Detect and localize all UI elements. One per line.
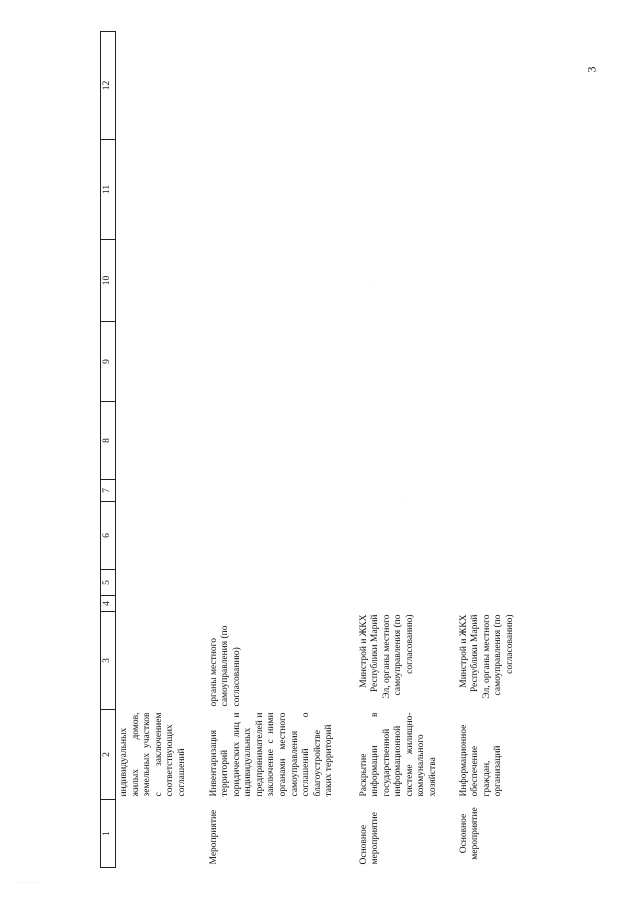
page-number: 3	[584, 66, 599, 73]
responsible-cell: органы местного самоуправления (по согласованию)	[208, 625, 242, 707]
event-name-cell: Информационное обеспечение граждан, организаций	[458, 724, 504, 797]
scan-noise: ·	[370, 285, 372, 291]
header-cell: 11	[101, 140, 116, 240]
header-cell: 1	[101, 800, 116, 868]
table-row	[456, 32, 556, 868]
header-cell: 10	[101, 240, 116, 322]
table-row	[356, 32, 456, 868]
scan-noise: ·	[404, 500, 406, 506]
event-type-cell: Мероприятие	[208, 809, 219, 865]
header-cell: 6	[101, 502, 116, 570]
table-container	[100, 32, 639, 868]
header-row	[101, 32, 116, 868]
header-cell: 3	[101, 612, 116, 710]
event-type-cell: Основное мероприятие	[458, 807, 481, 860]
event-name-cell: Раскрытие информации в государственной информационной системе жилищно-коммунального хозяйства	[358, 712, 438, 797]
header-cell: 8	[101, 402, 116, 480]
event-name-cell: индивидуальных жилых домов, земельных участков с заключением соответствующих соглашений	[119, 712, 187, 797]
header-cell: 7	[101, 480, 116, 502]
table-row	[116, 32, 206, 868]
table-row	[206, 32, 356, 868]
responsible-cell: Минстрой и ЖКХ Республики Марий Эл, органы местного самоуправления (по согласованию)	[358, 614, 415, 699]
responsible-cell	[116, 612, 206, 710]
header-cell: 5	[101, 570, 116, 596]
event-name-cell: Инвентаризация территорий юридических лиц и индивидуальных предпринимателей и заключение с ними органами местного самоуправления соглашений о благоустройстве таких территорий	[208, 712, 335, 797]
scan-noise: · · · · · ·	[18, 880, 38, 886]
header-cell: 2	[101, 710, 116, 800]
responsible-cell: Минстрой и ЖКХ Республики Марий Эл, органы местного самоуправления (по согласованию)	[458, 614, 515, 699]
program-table	[100, 31, 556, 868]
header-cell: 4	[101, 596, 116, 612]
header-cell: 9	[101, 322, 116, 402]
event-type-cell	[116, 800, 206, 868]
event-type-cell: Основное мероприятие	[358, 812, 381, 865]
header-cell: 12	[101, 32, 116, 140]
